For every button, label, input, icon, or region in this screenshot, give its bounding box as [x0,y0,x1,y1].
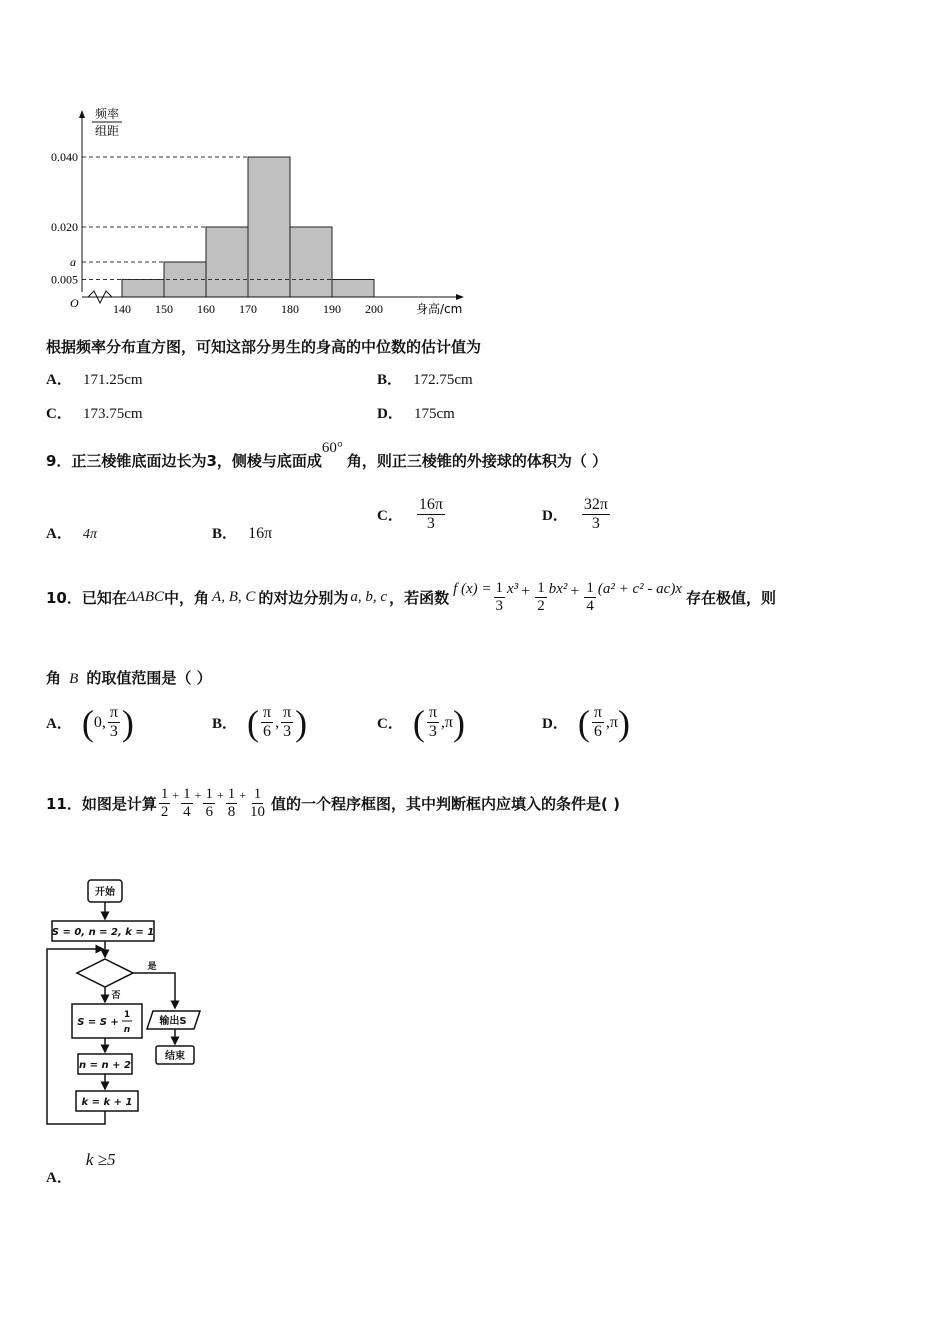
numerator: 1 [181,786,193,804]
q11-stem-a: 11．如图是计算 [46,795,157,814]
q9-stem [46,436,608,470]
numerator: 1 [584,580,596,598]
option-value: 175cm [413,406,455,422]
denominator: 3 [428,723,437,741]
option-label: C． [377,508,403,525]
numerator: π [261,704,273,723]
option-label: D． [542,716,568,733]
q10-sides: a, b, c [350,589,388,606]
y-axis-arrow [79,110,85,118]
q11-frac [226,786,238,822]
numerator: 1 [226,786,238,804]
plus-sign: + [172,788,180,803]
numerator: 1 [203,786,215,804]
option-label: A． [46,1170,72,1186]
option-fraction [427,704,439,742]
q11-frac [159,786,171,822]
histogram-bar [122,280,164,298]
histogram-bar [206,227,248,297]
numerator: π [281,704,293,723]
right-paren: ) [121,702,134,743]
flow-update-s-den: n [123,1025,131,1035]
comma: , [275,713,280,731]
x-tick-label: 140 [113,302,131,316]
flow-end-label: 结束 [165,1051,185,1062]
q10-option-b[interactable] [212,704,307,742]
option-suffix: ,π [440,713,453,731]
y-axis-label-bottom: 组距 [94,124,120,138]
q10-stem-c: 的对边分别为 [258,589,349,608]
q10-angles: A, B, C [212,589,256,606]
denominator: 4 [586,598,594,615]
x-tick-label: 180 [281,302,299,316]
q10-stem-line2 [46,667,212,688]
histogram-bar [164,262,206,297]
x-tick-label: 170 [239,302,257,316]
option-fraction [417,496,445,534]
y-tick-label: 0.020 [51,220,78,234]
denominator: 10 [250,804,265,821]
plus-sign: + [194,788,202,803]
q10-option-d[interactable] [542,704,630,742]
numerator: 1 [252,786,264,804]
denominator: 6 [205,804,213,821]
q9-option-a[interactable] [46,522,97,543]
numerator: 1 [494,580,506,598]
decision-diamond [77,959,133,987]
q9-option-b[interactable] [212,522,272,543]
denominator: 3 [495,598,504,615]
option-value: k ≥5 [85,1150,116,1169]
flow-update-k-label: k = k + 1 [81,1097,133,1108]
q10-line2-c: 的取值范围是（ ） [86,669,212,687]
q11-option-a[interactable] [46,1150,115,1187]
q8-stem: 根据频率分布直方图，可知这部分男生的身高的中位数的估计值为 [46,338,482,356]
x-tick-label: 160 [197,302,215,316]
option-fraction [592,704,604,742]
option-label: B． [212,526,238,542]
q9-option-d[interactable] [542,496,612,534]
x-tick-label: 190 [323,302,341,316]
q10-term2: bx² [548,581,568,598]
option-value: 4π [82,527,97,542]
flow-update-s-label: S = S + [77,1017,119,1028]
flow-update-s-num: 1 [123,1010,131,1020]
option-value: 171.25cm [82,372,143,388]
plus-sign: + [521,582,531,600]
option-label: B． [377,372,403,388]
histogram-chart [40,100,480,325]
denominator: 4 [183,804,191,821]
flowchart [40,872,210,1132]
q9-stem-a: 9．正三棱锥底面边长为3，侧棱与底面成 [46,452,322,470]
q8-option-c[interactable] [46,402,143,423]
flow-init-label: S = 0, n = 2, k = 1 [51,927,155,938]
numerator: 32π [582,496,610,515]
q10-stem-a: 10．已知在 [46,589,127,608]
denominator: 6 [263,723,272,741]
x-tick-label: 200 [365,302,383,316]
q8-option-b[interactable] [377,368,473,389]
q10-frac1 [494,580,506,616]
option-value: 16π [248,525,273,542]
right-paren: ) [295,702,308,743]
q11-frac [181,786,193,822]
q10-triangle: ΔABC [126,589,165,606]
option-label: D． [377,406,403,422]
flow-yes-label: 是 [147,962,157,972]
option-value: 172.75cm [413,372,473,388]
q10-option-c[interactable] [377,704,465,742]
x-tick-label: 150 [155,302,173,316]
option-label: D． [542,508,568,525]
q10-term1: x³ [507,581,519,598]
y-tick-label: 0.005 [51,272,78,287]
option-prefix: 0, [93,713,106,731]
flow-update-n-label: n = n + 2 [79,1060,131,1071]
q11-frac [248,786,267,822]
flow-output-label: 输出S [159,1016,187,1027]
q10-frac3 [584,580,596,616]
option-label: C． [46,406,72,422]
q10-frac2 [535,580,547,616]
q9-angle: 60° [321,440,343,456]
option-suffix: ,π [605,713,618,731]
option-fraction [108,704,120,742]
right-paren: ) [618,702,630,743]
q9-option-c[interactable] [377,496,447,534]
q10-stem-b: 中，角 [164,589,210,608]
q10-term3: (a² + c² - ac)x [597,581,682,598]
denominator: 8 [227,804,236,821]
q8-option-a[interactable] [46,368,143,389]
q10-line2-a: 角 [46,669,62,687]
q9-stem-b: 角，则正三棱锥的外接球的体积为（ ） [346,452,608,470]
denominator: 3 [283,723,292,741]
y-tick-label: a [70,255,76,269]
option-fraction [582,496,610,534]
numerator: π [592,704,604,723]
left-paren: ( [247,702,260,743]
option-label: A． [46,526,72,542]
origin-label: O [70,296,79,310]
q10-stem [46,580,916,616]
option-label: B． [212,716,238,733]
plus-sign: + [570,582,580,600]
histogram-bar [290,227,332,297]
right-paren: ) [453,702,465,743]
denominator: 2 [537,598,545,615]
q10-stem-e: 存在极值，则 [685,589,776,608]
q10-fx: f (x) = [453,581,492,598]
left-paren: ( [412,702,425,743]
numerator: π [108,704,120,723]
q10-stem-d: ，若函数 [389,589,450,608]
flow-no-label: 否 [111,991,121,1001]
histogram-bar [248,157,290,297]
numerator: 1 [159,786,171,804]
option-label: C． [377,716,403,733]
q8-option-d[interactable] [377,402,455,423]
plus-sign: + [239,788,246,803]
numerator: 16π [417,496,445,515]
left-paren: ( [81,702,94,743]
denominator: 3 [591,515,600,533]
histogram-bar [332,280,374,298]
option-value: 173.75cm [82,406,143,422]
left-paren: ( [577,702,590,743]
q10-option-a[interactable] [46,704,134,742]
y-axis-label-top: 频率 [94,107,120,121]
q11-stem [46,786,620,822]
x-axis-label: 身高/cm [416,302,463,316]
q10-line2-b: B [69,671,79,687]
q11-stem-b: 值的一个程序框图，其中判断框内应填入的条件是( ) [271,795,620,814]
option-fraction [261,704,273,742]
option-label: A． [46,372,72,388]
denominator: 2 [160,804,169,821]
option-label: A． [46,716,72,733]
q11-frac [203,786,215,822]
plus-sign: + [216,788,224,803]
y-tick-label: 0.040 [51,150,78,164]
denominator: 3 [109,723,118,741]
x-axis-arrow [456,294,464,300]
denominator: 6 [593,723,602,741]
flow-start-label: 开始 [95,887,115,898]
numerator: π [427,704,439,723]
denominator: 3 [426,515,435,533]
numerator: 1 [535,580,547,598]
option-fraction [281,704,293,742]
